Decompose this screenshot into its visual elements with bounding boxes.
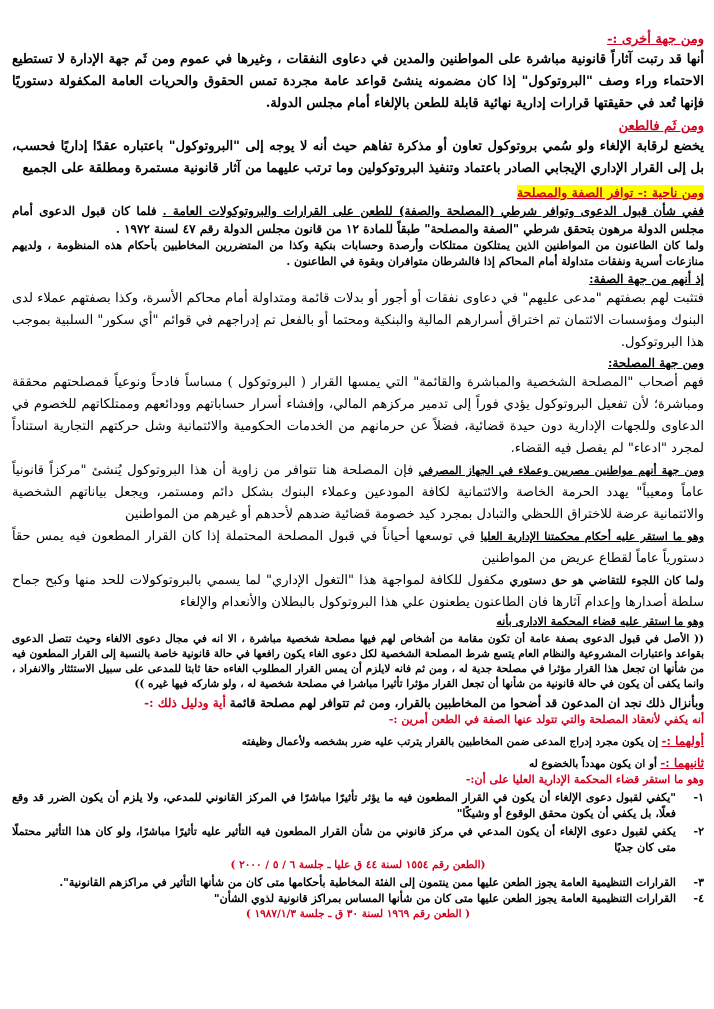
paragraph-first-condition bbox=[12, 732, 704, 750]
quote-court-ruling: (( الأصل في قبول الدعوى بصفة عامة أن تكون مقامة من أشخاص لهم فيها مصلحة شخصية مباشرة ، الا انه في مجال دعوى الالغاء وحيث تتصل الدعوى بقواعد واعتبارات المشروعية والنظام العام يتسع شرط المصلحة الشخصية لكل دعوى الغاء يكون رافعها في حالة قانونية خاصة بالنسبة إلى القرار المطعون فيه من شأنها ان تجعل هذا القرار مؤثرا في مصلحة جدية له ، ومن ثم فانه لايلزم أن يمس القرار المطلوب الغاءه حقا ثابتا للمدعى على سبيل الاستئثار والانفراد ، وانما يكفى أن يكون في حالة قانونية من شأنها أن تجعل القرار مؤثرا تأثيرا مباشرا في مصلحة شخصية له ، ولو شاركه فيها غيره )) bbox=[12, 633, 704, 690]
paragraph-capacity: فتثبت لهم بصفتهم "مدعى عليهم" في دعاوى نفقات أو أجور أو بدلات قائمة ومتداولة أمام محاكم الأسرة، وكذا بصفتهم عملاء لدى البنوك ومؤسسات الائتمان تم اختراق أسرارهم المالية والبنكية ومحتما أو بالفعل تم إدراجهم في قوائم "أي سكور" السلبية بموجب هذا البروتوكول. bbox=[12, 291, 704, 350]
subheading-admin-court: وهو ما استقر عليه قضاء المحكمة الادارى بأنه bbox=[496, 615, 704, 628]
list-number: ٢- bbox=[693, 825, 704, 838]
section-heading-standing-row bbox=[12, 182, 704, 202]
list-text: القرارات التنظيمية العامة يجوز الطعن عليها ممن ينتمون إلى الفئة المخاطبة بأحكامها متى كان من شأنها التأثير في مراكزهم القانونية". bbox=[59, 876, 676, 889]
paragraph-interest: فهم أصحاب "المصلحة الشخصية والمباشرة والقائمة" التي يمسها القرار ( البروتوكول ) مساساً فادحاً ونوعياً فمصلحتهم محققة ومباشرة؛ لأن تفعيل البروتوكول يؤدي فوراً إلى تدمير مركزهم المالي، وإفشاء أسرار حساباتهم وودائعهم وممتلكاتهم للخصوم في الدعاوى وللجهات الإدارية دون حيدة قضائية، فضلاً عن حرمانهم من الخدمات الحكومية والائتمانية وشل حركتهم التجارية استناداً لمجرد "ادعاء" لم يفصل فيه القضاء. bbox=[12, 375, 704, 456]
section-heading-standing: ومن ناحية :- توافر الصفة والمصلحة bbox=[516, 185, 704, 200]
paragraph-supreme-court-settled bbox=[12, 526, 704, 570]
section-heading-appeal: ومن ثَم فالطعن bbox=[618, 119, 704, 134]
paragraph-admissibility bbox=[12, 202, 704, 238]
paragraph-legal-effects: أنها قد رتبت آثاراً قانونية مباشرة على المواطنين والمدين في دعاوى النفقات ، وغيرها في عموم ومن ثَم جهة الإدارة لا تستطيع الاحتماء وراء وصف "البروتوكول" إذا كان مضمونه ينشئ قواعد عامة مجردة تمس الحقوق والحريات العامة المكفولة دستوريًا فإنها تُعد في حقيقتها قرارات إدارية نهائية قابلة للطعن بالإلغاء أمام مجلس الدولة. bbox=[12, 52, 704, 111]
subheading-interest: ومن جهة المصلحة: bbox=[607, 356, 704, 370]
list-item-2 bbox=[12, 824, 704, 856]
list-number: ٤- bbox=[693, 892, 704, 905]
list-number: ٣- bbox=[693, 876, 704, 889]
subheading-capacity: إذ أنهم من جهة الصفة: bbox=[589, 272, 704, 286]
paragraph-litigation-right bbox=[12, 570, 704, 614]
supreme-court-lead: وهو ما استقر عليه أحكام محكمتنا الإدارية العليا bbox=[480, 530, 704, 543]
paragraph-second-condition bbox=[12, 754, 704, 772]
second-condition-label: ثانيهما :- bbox=[660, 756, 704, 770]
list-item-4 bbox=[12, 891, 704, 907]
paragraph-conclusion bbox=[12, 694, 704, 712]
paragraph-annulment-review: يخضع لرقابة الإلغاء ولو سُمي بروتوكول تعاون أو مذكرة تفاهم حيث أنه لا يوجه إلى "البروتوكول" باعتباره عقدًا إداريًا فحسب، بل إلى القرار الإداري الإيجابي الصادر باعتماد وتنفيذ البروتوكولين وما ترتب عليهما من آثار قانونية مستمرة ومطلقة على الجميع bbox=[12, 139, 704, 176]
line-two-conditions: أنه يكفي لأنعقاد المصلحة والتي تتولد عنها الصفة في الطعن أمرين :- bbox=[388, 713, 704, 726]
first-condition-label: أولهما :- bbox=[661, 734, 704, 748]
first-condition-text: إن يكون مجرد إدراج المدعى ضمن المخاطبين بالقرار يترتب عليه ضرر بشخصه ولأعمال وظيفته bbox=[241, 736, 659, 748]
citation-note-2: ( الطعن رقم ١٩٦٩ لسنة ٣٠ ق ـ جلسة ١٩٨٧/١/٣ ) bbox=[245, 908, 471, 920]
paragraph-appellants: ولما كان الطاعنون من المواطنين الذين يمتلكون ممتلكات وأرصدة وحسابات بنكية وكذا من المتضررين المخاطبين بأحكام هذه المنظومة ، ولديهم منازعات أسرية ونفقات متداولة أمام المحاكم إذا فالشرطان متوافران وبقوة في الطاعنون . bbox=[12, 239, 704, 268]
list-text: القرارات التنظيمية العامة يجوز الطعن عليها متى كان من شأنها المساس بمراكز قانونية لذوي الشأن" bbox=[213, 892, 676, 905]
list-item-3 bbox=[12, 875, 704, 891]
section-heading-other-side: ومن جهة أخرى :- bbox=[607, 32, 704, 47]
list-number: ١- bbox=[693, 791, 704, 804]
litigation-right-lead: ولما كان اللجوء للتقاضي هو حق دستوري bbox=[509, 574, 704, 587]
admissibility-lead: ففي شأن قبول الدعوى وتوافر شرطي (المصلحة والصفة) للطعن على القرارات والبروتوكولات العامة . bbox=[162, 204, 704, 218]
supreme-court-body: في توسعها أحياناً في قبول المصلحة المحتملة إذا كان القرار المطعون فيه يمس حقاً دستورياً عاماً لقطاع عريض من المواطنين bbox=[12, 529, 704, 566]
second-condition-text: أو ان يكون مهدداً بالخضوع له bbox=[528, 758, 657, 770]
citizens-body: فإن المصلحة هنا تتوافر من زاوية أن هذا البروتوكول يُنشئ "مركزاً قانونياً عاماً ومعيباً" يهدد الحرمة الخاصة والائتمانية لكافة المودعين وعملاء البنوك بشكل دائم ومستمر، ويجعل بياناتهم الشخصية والائتمانية عرضة للاختراق اللحظي والتبادل بمجرد كيد خصومة قضائية ضدهم لأحدهم أو غيرهم من المواطنين bbox=[12, 463, 704, 522]
citation-note-1: (الطعن رقم ١٥٥٤ لسنة ٤٤ ق عليا ـ جلسة ٦ / ٥ / ٢٠٠٠ ) bbox=[230, 859, 486, 871]
litigation-right-body: مكفول للكافة لمواجهة هذا "التغول الإداري" لما يسمي بالبروتوكولات للحد منها وكبح جماح سلطة أصدارها وإعدام آثارها فان الطاعنون يطعنون علي هذا البروتوكول بالبطلان والأنعدام والإلغاء bbox=[12, 573, 704, 610]
list-text: يكفي لقبول دعوى الإلغاء أن يكون المدعي في مركز قانوني من شأن القرار المطعون فيه التأثير عليه تأثيرًا مباشرًا، ولو كان هذا التأثير محتملًا متى كان جديًا bbox=[12, 825, 676, 854]
citizens-lead: ومن جهة أنهم مواطنين مصريين وعملاء في الجهاز المصرفي bbox=[418, 464, 704, 477]
admissibility-rest: فلما كان قبول الدعوى أمام مجلس الدولة مرهون بتحقق شرطي "الصفة والمصلحة" طبقاً للمادة ١٢ من قانون مجلس الدولة رقم ٤٧ لسنة ١٩٧٢ . bbox=[12, 204, 704, 236]
list-text: "يكفي لقبول دعوى الإلغاء أن يكون في القرار المطعون فيه ما يؤثر تأثيرًا مباشرًا في المركز القانوني للمدعي، ولا يلزم أن يكون الضرر قد وقع فعلًا، بل يكفي أن يكون محقق الوقوع أو وشيكًا" bbox=[12, 791, 676, 820]
line-supreme-settled: وهو ما استقر قضاء المحكمة الإدارية العليا على أن:- bbox=[465, 773, 704, 786]
conclusion-black: وبأنزال ذلك نجد ان المدعون قد أضحوا من المخاطبين بالقرار، ومن ثم تتوافر لهم مصلحة قائمة bbox=[229, 696, 704, 710]
list-item-1 bbox=[12, 790, 704, 822]
conclusion-red: أية ودليل ذلك :- bbox=[144, 696, 226, 710]
paragraph-citizens-clients bbox=[12, 460, 704, 526]
